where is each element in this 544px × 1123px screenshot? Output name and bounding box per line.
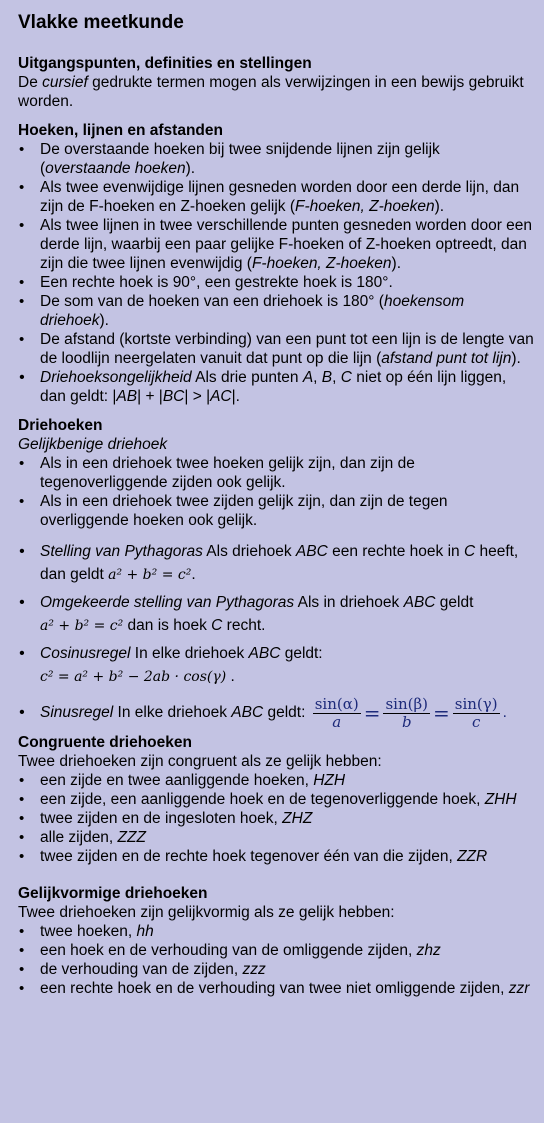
item-text: niet op één lijn liggen, dan geldt: | (40, 369, 507, 405)
list-item (18, 216, 534, 273)
item-text: een hoek en de verhouding van de omliggende zijden, (40, 942, 417, 960)
item-text: De afstand (kortste verbinding) van een punt tot een lijn is de lengte van de loodlijn neergelaten vanuit dat punt op die lijn ( (40, 331, 534, 367)
intro-heading: Uitgangspunten, definities en stellingen (18, 55, 312, 72)
item-tail: ). (99, 312, 109, 329)
triangle-label: ABC (231, 704, 264, 722)
list-item (18, 140, 534, 178)
list-item (18, 273, 534, 292)
item-text: Als twee lijnen in twee verschillende punten gesneden worden door een derde lijn, waarbij een paar gelijke F-hoeken of Z-hoeken optreedt, dan zijn die twee lijnen evenwijdig ( (40, 217, 533, 272)
item-text: een rechte hoek en de verhouding van twee niet omliggende zijden, (40, 980, 509, 998)
item-text: heeft, dan geldt (40, 543, 519, 583)
intro-text-a: De (18, 74, 43, 91)
item-tail: ). (391, 255, 401, 272)
list-item-pythagoras (18, 540, 534, 587)
driehoeken-heading: Driehoeken (18, 417, 103, 434)
list-item-omgekeerd (18, 591, 534, 638)
gelijkvormig-list (18, 922, 534, 998)
item-tail: ). (434, 198, 445, 215)
item-code: zzz (242, 961, 266, 979)
intro-italic: cursief (42, 74, 88, 91)
list-item: • Als in een driehoek twee hoeken gelijk zijn, dan zijn de tegenoverliggende zijden ook gelijk. (18, 454, 534, 492)
fraction-numerator: sin(γ) (454, 694, 498, 713)
item-text: In elke driehoek (113, 704, 232, 722)
congruent-intro: Twee driehoeken zijn congruent als ze gelijk hebben: (18, 753, 382, 771)
item-text: een rechte hoek in (327, 543, 464, 560)
item-tail: ). (511, 350, 521, 367)
list-item (18, 292, 534, 330)
item-term: Cosinusregel (40, 645, 131, 662)
intro-section (18, 54, 534, 111)
cosinus-formula: c² = a² + b² − 2ab · cos(γ) (40, 669, 227, 685)
item-tail: ). (185, 160, 196, 177)
point-label: C (463, 543, 476, 560)
congruent-section (18, 733, 534, 866)
item-term: Sinusregel (40, 704, 114, 722)
item-text: De overstaande hoeken bij twee snijdende lijnen zijn gelijk ( (40, 141, 440, 177)
sinus-fraction-b (383, 696, 430, 731)
item-tail: . (191, 566, 196, 583)
congruent-heading: Congruente driehoeken (18, 734, 192, 752)
item-text: alle zijden, (40, 829, 118, 847)
item-tail: |. (231, 388, 240, 405)
item-text: een zijde en twee aanliggende hoeken, (40, 772, 314, 790)
item-code: ZHH (484, 791, 517, 809)
item-term: F-hoeken, Z-hoeken (295, 198, 435, 215)
list-item (18, 178, 534, 216)
item-tail: . (226, 668, 235, 685)
gelijkvormig-heading: Gelijkvormige driehoeken (18, 885, 208, 903)
item-text: twee zijden en de rechte hoek tegenover één van die zijden, (40, 848, 458, 866)
item-text: geldt (435, 594, 474, 611)
page-title: Vlakke meetkunde (18, 12, 184, 33)
item-text: In elke driehoek (130, 645, 249, 662)
point-label: B (321, 369, 333, 386)
item-code: zzr (508, 980, 530, 998)
item-code: ZZZ (117, 829, 146, 847)
list-item (18, 941, 534, 960)
item-term: hoekensom driehoek (40, 293, 465, 329)
list-item (18, 922, 534, 941)
list-item (18, 847, 534, 866)
point-label: C (211, 617, 223, 634)
item-term: Driehoeksongelijkheid (40, 369, 192, 386)
list-item: • Als in een driehoek twee zijden gelijk zijn, dan zijn de tegen overliggende hoeken ook gelijk. (18, 492, 534, 530)
fraction-numerator: sin(β) (385, 694, 429, 713)
operator: | > | (184, 388, 211, 405)
item-text: een zijde, een aanliggende hoek en de tegenoverliggende hoek, (40, 791, 485, 809)
point-label: C (340, 369, 352, 386)
item-text: Als driehoek (202, 543, 296, 560)
point-label: A (302, 369, 314, 386)
item-term: Omgekeerde stelling van Pythagoras (40, 594, 295, 611)
list-item (18, 960, 534, 979)
sinus-fraction-a (313, 696, 361, 731)
sinus-fraction-c (453, 696, 500, 731)
equals-sign: = (433, 701, 450, 725)
fraction-numerator: sin(α) (314, 694, 359, 713)
fraction-denominator: a (332, 712, 342, 731)
list-item (18, 979, 534, 998)
operator: | + | (137, 388, 163, 405)
item-code: ZZR (457, 848, 488, 866)
segment-label: AC (210, 388, 232, 405)
item-text: de verhouding van de zijden, (40, 961, 243, 979)
item-code: zhz (416, 942, 441, 960)
triangle-label: ABC (248, 645, 281, 662)
omgekeerd-formula: a² + b² = c² (40, 618, 124, 634)
gelijkbenig-subheading: Gelijkbenige driehoek (18, 436, 168, 453)
hoeken-list (18, 140, 534, 406)
list-item (18, 771, 534, 790)
item-code: ZHZ (282, 810, 313, 828)
item-text: Een rechte hoek is 90°, een gestrekte hoek is 180°. (40, 274, 393, 291)
gelijkvormig-section (18, 884, 534, 998)
pythagoras-formula: a² + b² = c² (108, 567, 192, 583)
hoeken-heading: Hoeken, lijnen en afstanden (18, 122, 223, 139)
triangle-label: ABC (403, 594, 436, 611)
list-item (18, 809, 534, 828)
item-term: F-hoeken, Z-hoeken (251, 255, 392, 272)
separator: , (313, 369, 322, 386)
segment-label: AB (116, 388, 138, 405)
item-text: geldt: (263, 704, 310, 722)
stellingen-list (18, 540, 534, 733)
item-text: twee hoeken, (40, 923, 137, 941)
list-item-cosinus (18, 642, 534, 689)
item-text: Als drie punten (191, 369, 303, 386)
item-text: Als twee evenwijdige lijnen gesneden worden door een derde lijn, dan zijn de F-hoeken en Z-hoeken gelijk ( (40, 179, 520, 215)
item-term: overstaande hoeken (45, 160, 186, 177)
item-code: HZH (313, 772, 346, 790)
list-item (18, 828, 534, 847)
item-term: Stelling van Pythagoras (40, 543, 203, 560)
fraction-denominator: b (401, 712, 412, 731)
hoeken-section (18, 121, 534, 406)
item-code: hh (136, 923, 154, 941)
item-tail: recht. (222, 617, 266, 634)
list-item (18, 330, 534, 368)
item-term: afstand punt tot lijn (381, 350, 512, 367)
item-text: twee zijden en de ingesloten hoek, (40, 810, 283, 828)
item-tail: . (502, 704, 507, 722)
separator: , (332, 369, 341, 386)
list-item-sinus (18, 693, 534, 733)
item-text: geldt: (280, 645, 323, 662)
item-text: Als in driehoek (294, 594, 404, 611)
list-item-ongelijkheid (18, 368, 534, 406)
section-gap (18, 866, 534, 884)
congruent-list (18, 771, 534, 866)
intro-text-b: gedrukte termen mogen als verwijzingen in een bewijs gebruikt worden. (18, 74, 524, 110)
item-text: De som van de hoeken van een driehoek is 180° ( (40, 293, 384, 310)
driehoeken-section (18, 416, 534, 733)
segment-label: BC (162, 388, 185, 405)
triangle-label: ABC (295, 543, 328, 560)
list-item (18, 790, 534, 809)
equals-sign: = (363, 701, 381, 725)
gelijkvormig-intro: Twee driehoeken zijn gelijkvormig als ze gelijk hebben: (18, 904, 395, 922)
driehoeken-list (18, 454, 534, 530)
item-text: dan is hoek (123, 617, 212, 634)
intro-text (18, 73, 534, 111)
fraction-denominator: c (471, 712, 481, 731)
